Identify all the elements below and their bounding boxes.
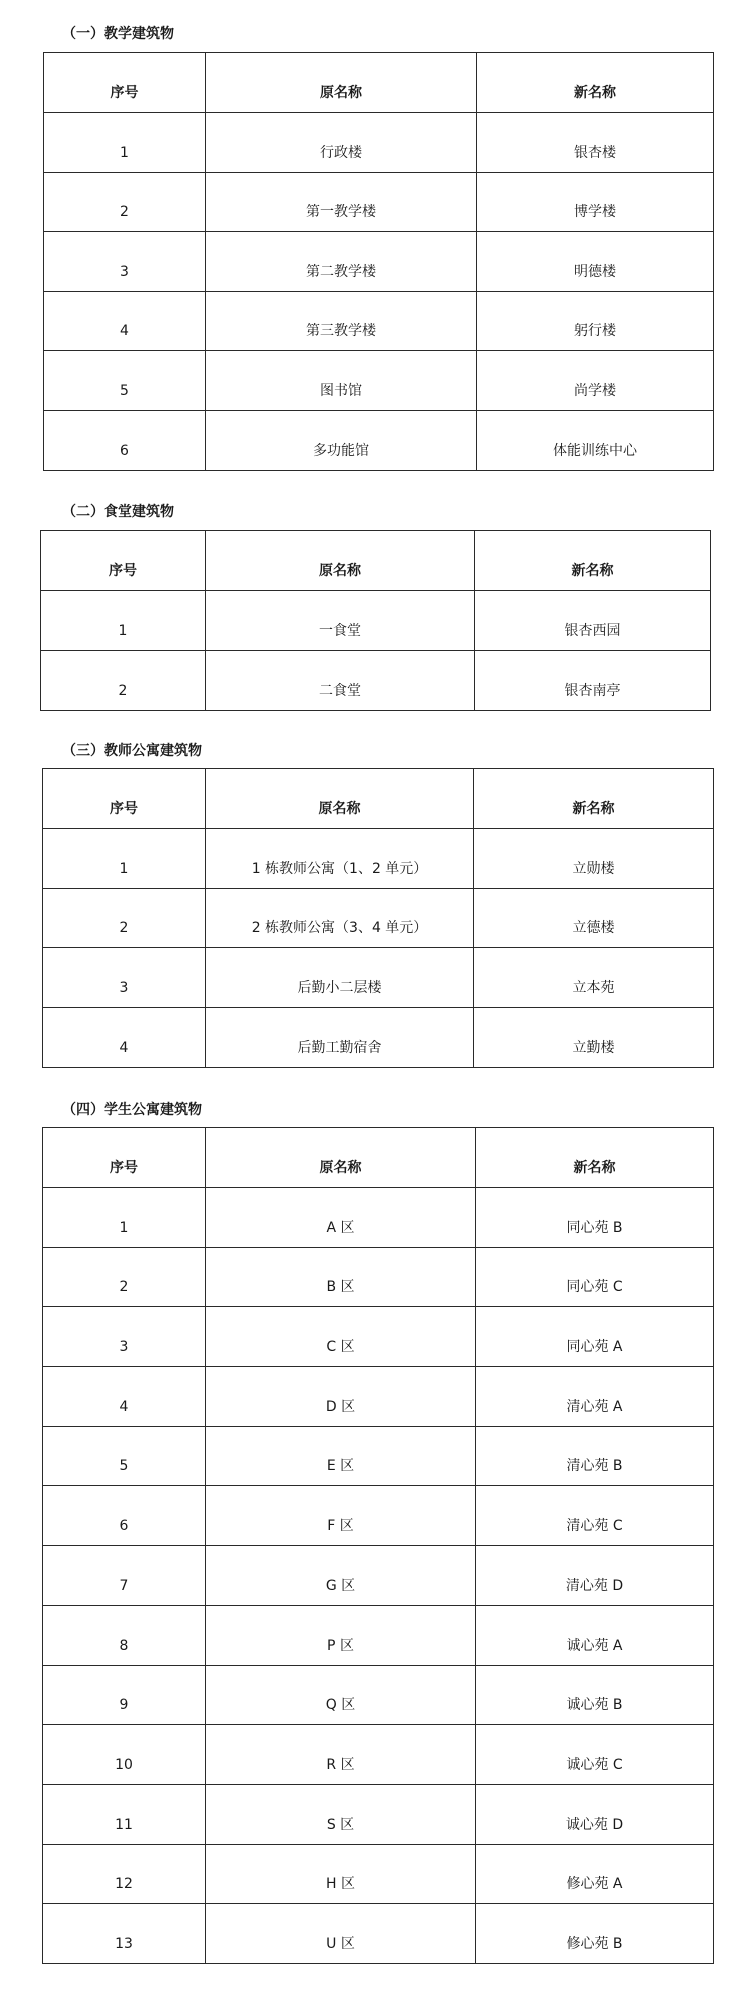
column-header-new-name: 新名称 [477, 53, 714, 113]
table-row [43, 1426, 714, 1486]
cell-new-name: 修心苑 A [476, 1844, 714, 1904]
cell-old-name: 第三教学楼 [206, 291, 477, 351]
column-header-old-name: 原名称 [206, 531, 475, 591]
cell-index: 11 [43, 1784, 206, 1844]
table-row [44, 291, 714, 351]
cell-old-name: 第一教学楼 [206, 172, 477, 232]
cell-new-name: 尚学楼 [477, 351, 714, 411]
section-title-faculty-apartments: （三）教师公寓建筑物 [62, 743, 202, 759]
cell-old-name: 二食堂 [206, 650, 475, 710]
cell-old-name: 后勤小二层楼 [206, 948, 474, 1008]
table-row [41, 591, 711, 651]
column-header-index: 序号 [41, 531, 206, 591]
cell-index: 13 [43, 1904, 206, 1964]
cell-old-name: C 区 [206, 1307, 476, 1367]
table-row [44, 351, 714, 411]
cell-index: 3 [44, 232, 206, 292]
section-title-student-apartments: （四）学生公寓建筑物 [62, 1102, 202, 1118]
section-title-teaching-buildings: （一）教学建筑物 [62, 26, 174, 42]
table-row [43, 1904, 714, 1964]
table-row [43, 948, 714, 1008]
cell-old-name: 多功能馆 [206, 410, 477, 470]
cell-old-name: H 区 [206, 1844, 476, 1904]
table-header-row [43, 769, 714, 829]
cell-new-name: 诚心苑 C [476, 1725, 714, 1785]
cell-old-name: 后勤工勤宿舍 [206, 1007, 474, 1067]
table-header-row [41, 531, 711, 591]
cell-index: 7 [43, 1546, 206, 1606]
column-header-index: 序号 [44, 53, 206, 113]
table-row [41, 650, 711, 710]
cell-index: 2 [44, 172, 206, 232]
column-header-old-name: 原名称 [206, 769, 474, 829]
table-row [43, 1665, 714, 1725]
table-header-row [43, 1128, 714, 1188]
cell-old-name: A 区 [206, 1188, 476, 1248]
cell-index: 6 [43, 1486, 206, 1546]
table-row [43, 829, 714, 889]
cell-new-name: 清心苑 B [476, 1426, 714, 1486]
cell-new-name: 躬行楼 [477, 291, 714, 351]
cell-new-name: 立勋楼 [474, 829, 714, 889]
table-row [44, 232, 714, 292]
cell-old-name: E 区 [206, 1426, 476, 1486]
table-row [43, 1367, 714, 1427]
table-row [43, 1307, 714, 1367]
cell-index: 10 [43, 1725, 206, 1785]
column-header-new-name: 新名称 [476, 1128, 714, 1188]
cell-index: 2 [41, 650, 206, 710]
cell-index: 5 [44, 351, 206, 411]
cell-new-name: 诚心苑 A [476, 1605, 714, 1665]
table-row [44, 410, 714, 470]
table-row [43, 1784, 714, 1844]
cell-old-name: P 区 [206, 1605, 476, 1665]
cell-index: 1 [43, 829, 206, 889]
cell-new-name: 同心苑 A [476, 1307, 714, 1367]
table-header-row [44, 53, 714, 113]
cell-old-name: 一食堂 [206, 591, 475, 651]
cell-index: 2 [43, 888, 206, 948]
cell-index: 5 [43, 1426, 206, 1486]
cell-new-name: 立勤楼 [474, 1007, 714, 1067]
cell-new-name: 银杏楼 [477, 113, 714, 173]
cell-index: 9 [43, 1665, 206, 1725]
cell-new-name: 明德楼 [477, 232, 714, 292]
cell-new-name: 立本苑 [474, 948, 714, 1008]
cell-old-name: 1 栋教师公寓（1、2 单元） [206, 829, 474, 889]
column-header-old-name: 原名称 [206, 1128, 476, 1188]
faculty-apartments-table [42, 768, 714, 1068]
cell-index: 3 [43, 948, 206, 1008]
column-header-old-name: 原名称 [206, 53, 477, 113]
student-apartments-table [42, 1127, 714, 1964]
table-row [43, 1486, 714, 1546]
cell-new-name: 同心苑 B [476, 1188, 714, 1248]
cell-old-name: B 区 [206, 1247, 476, 1307]
cell-old-name: D 区 [206, 1367, 476, 1427]
table-row [43, 1605, 714, 1665]
cell-new-name: 清心苑 D [476, 1546, 714, 1606]
cell-new-name: 立德楼 [474, 888, 714, 948]
cell-index: 6 [44, 410, 206, 470]
cell-old-name: 2 栋教师公寓（3、4 单元） [206, 888, 474, 948]
canteen-buildings-table [40, 530, 711, 711]
table-row [43, 888, 714, 948]
column-header-new-name: 新名称 [475, 531, 711, 591]
cell-index: 2 [43, 1247, 206, 1307]
column-header-new-name: 新名称 [474, 769, 714, 829]
table-row [44, 172, 714, 232]
cell-old-name: G 区 [206, 1546, 476, 1606]
cell-index: 3 [43, 1307, 206, 1367]
table-row [43, 1188, 714, 1248]
cell-index: 12 [43, 1844, 206, 1904]
cell-new-name: 清心苑 A [476, 1367, 714, 1427]
cell-index: 1 [44, 113, 206, 173]
cell-old-name: S 区 [206, 1784, 476, 1844]
teaching-buildings-table [43, 52, 714, 471]
table-row [43, 1725, 714, 1785]
cell-new-name: 清心苑 C [476, 1486, 714, 1546]
cell-index: 4 [44, 291, 206, 351]
cell-index: 4 [43, 1367, 206, 1427]
cell-new-name: 博学楼 [477, 172, 714, 232]
cell-old-name: 图书馆 [206, 351, 477, 411]
cell-new-name: 体能训练中心 [477, 410, 714, 470]
column-header-index: 序号 [43, 1128, 206, 1188]
cell-old-name: 第二教学楼 [206, 232, 477, 292]
cell-new-name: 同心苑 C [476, 1247, 714, 1307]
cell-old-name: R 区 [206, 1725, 476, 1785]
cell-index: 8 [43, 1605, 206, 1665]
table-row [43, 1844, 714, 1904]
section-title-canteen-buildings: （二）食堂建筑物 [62, 504, 174, 520]
cell-new-name: 银杏南亭 [475, 650, 711, 710]
cell-new-name: 银杏西园 [475, 591, 711, 651]
cell-old-name: F 区 [206, 1486, 476, 1546]
table-row [43, 1007, 714, 1067]
cell-old-name: 行政楼 [206, 113, 477, 173]
cell-new-name: 诚心苑 D [476, 1784, 714, 1844]
cell-index: 1 [41, 591, 206, 651]
table-row [43, 1247, 714, 1307]
table-row [44, 113, 714, 173]
cell-old-name: U 区 [206, 1904, 476, 1964]
cell-index: 1 [43, 1188, 206, 1248]
table-row [43, 1546, 714, 1606]
cell-index: 4 [43, 1007, 206, 1067]
column-header-index: 序号 [43, 769, 206, 829]
cell-old-name: Q 区 [206, 1665, 476, 1725]
cell-new-name: 诚心苑 B [476, 1665, 714, 1725]
cell-new-name: 修心苑 B [476, 1904, 714, 1964]
